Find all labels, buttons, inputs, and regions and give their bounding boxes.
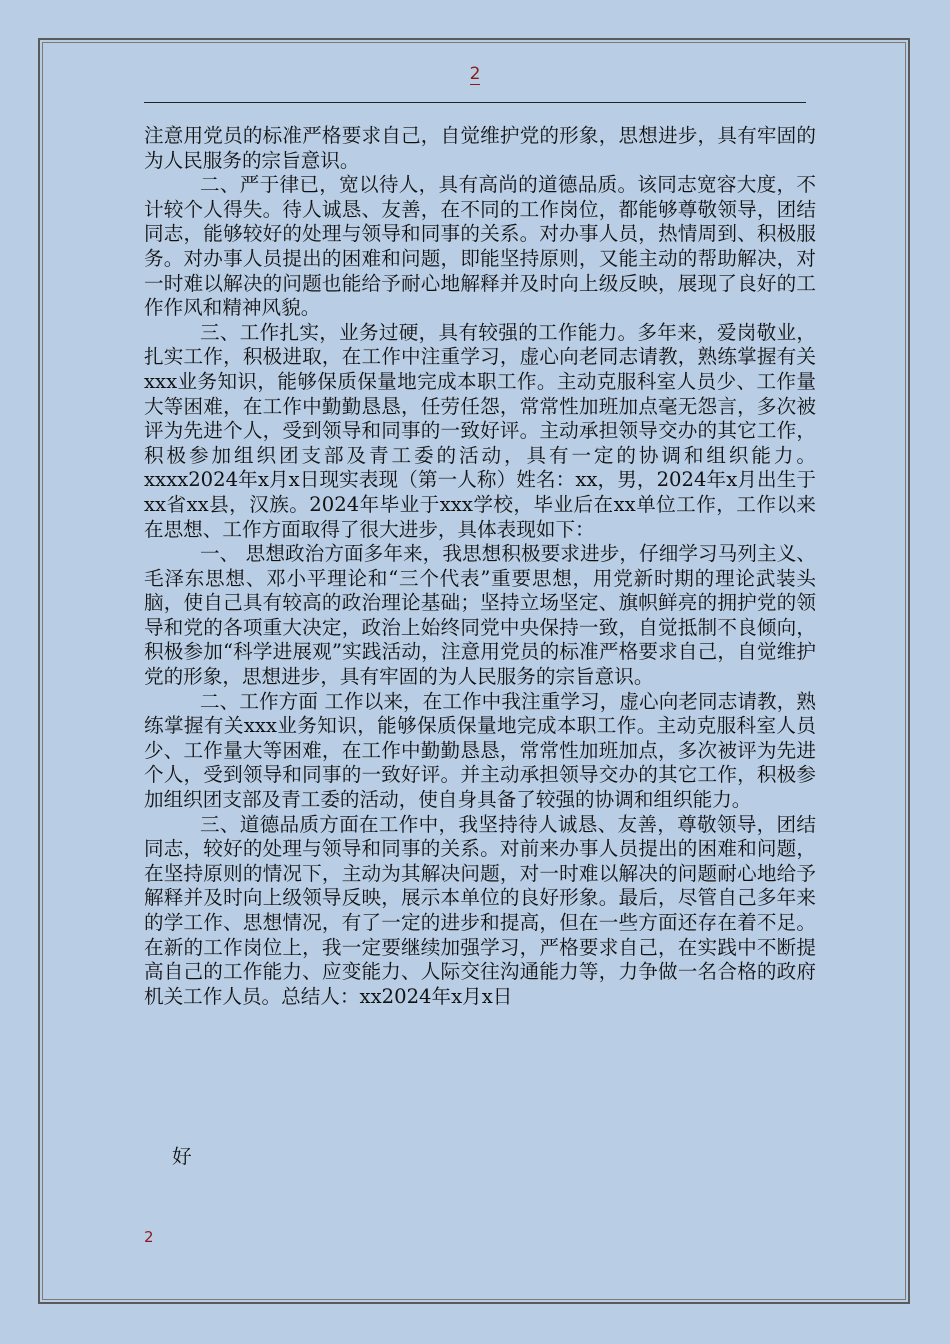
paragraph-work-aspect: 二、工作方面 工作以来，在工作中我注重学习，虚心向老同志请教，熟练掌握有关xxx业务知识，能够保质保量地完成本职工作。主动克服科室人员少、工作量大等困难，在工作中勤勤恳恳，常常性加班加点，多次被评为先进个人，受到领导和同事的一致好评。并主动承担领导交办的其它工作，积极参加组织团支部及青工委的活动，使自身具备了较强的协调和组织能力。	[144, 689, 816, 812]
header-divider	[144, 102, 806, 103]
paragraph-moral-aspect: 三、道德品质方面在工作中，我坚持待人诚恳、友善，尊敬领导，团结同志，较好的处理与领导和同事的关系。对前来办事人员提出的困难和问题，在坚持原则的情况下，主动为其解决问题，对一时难以解决的问题耐心地给予解释并及时向上级领导反映，展示本单位的良好形象。最后，尽管自己多年来的学工作、思想情况，有了一定的进步和提高，但在一些方面还存在着不足。在新的工作岗位上，我一定要继续加强学习，严格要求自己，在实践中不断提高自己的工作能力、应变能力、人际交往沟通能力等，力争做一名合格的政府机关工作人员。总结人：xx2024年x月x日	[144, 812, 816, 1008]
paragraph-work-ability: 三、工作扎实，业务过硬，具有较强的工作能力。多年来，爱岗敬业，扎实工作，积极进取，在工作中注重学习，虚心向老同志请教，熟练掌握有关xxx业务知识，能够保质保量地完成本职工作。主动克服科室人员少、工作量大等困难，在工作中勤勤恳恳，任劳任怨，常常性加班加点毫无怨言，多次被评为先进个人，受到领导和同事的一致好评。主动承担领导交办的其它工作，积极参加组织团支部及青工委的活动，具有一定的协调和组织能力。xxxx2024年x月x日现实表现（第一人称）姓名：xx，男，2024年x月出生于xx省xx县，汉族。2024年毕业于xxx学校，毕业后在xx单位工作，工作以来在思想、工作方面取得了很大进步，具体表现如下：	[144, 320, 816, 541]
document-body	[144, 124, 816, 1009]
paragraph-continuation: 注意用党员的标准严格要求自己，自觉维护党的形象，思想进步，具有牢固的为人民服务的宗旨意识。	[144, 124, 816, 172]
footer-page-number: 2	[144, 1228, 154, 1246]
closing-word: 好	[172, 1145, 192, 1168]
header-page-number	[0, 62, 950, 86]
paragraph-political-thought: 一、 思想政治方面多年来，我思想积极要求进步，仔细学习马列主义、毛泽东思想、邓小平理论和“三个代表”重要思想，用党新时期的理论武装头脑，使自己具有较高的政治理论基础；坚持立场坚定、旗帜鲜亮的拥护党的领导和党的各项重大决定，政治上始终同党中央保持一致，自觉抵制不良倾向，积极参加“科学进展观”实践活动，注意用党员的标准严格要求自己，自觉维护党的形象，思想进步，具有牢固的为人民服务的宗旨意识。	[144, 542, 816, 689]
paragraph-moral-quality: 二、严于律已，宽以待人，具有高尚的道德品质。该同志宽容大度，不计较个人得失。待人诚恳、友善，在不同的工作岗位，都能够尊敬领导，团结同志，能够较好的处理与领导和同事的关系。对办事人员，热情周到、积极服务。对办事人员提出的困难和问题，即能坚持原则，又能主动的帮助解决，对一时难以解决的问题也能给予耐心地解释并及时向上级反映，展现了良好的工作作风和精神风貌。	[144, 173, 816, 320]
header-page-number-text: 2	[469, 64, 481, 84]
